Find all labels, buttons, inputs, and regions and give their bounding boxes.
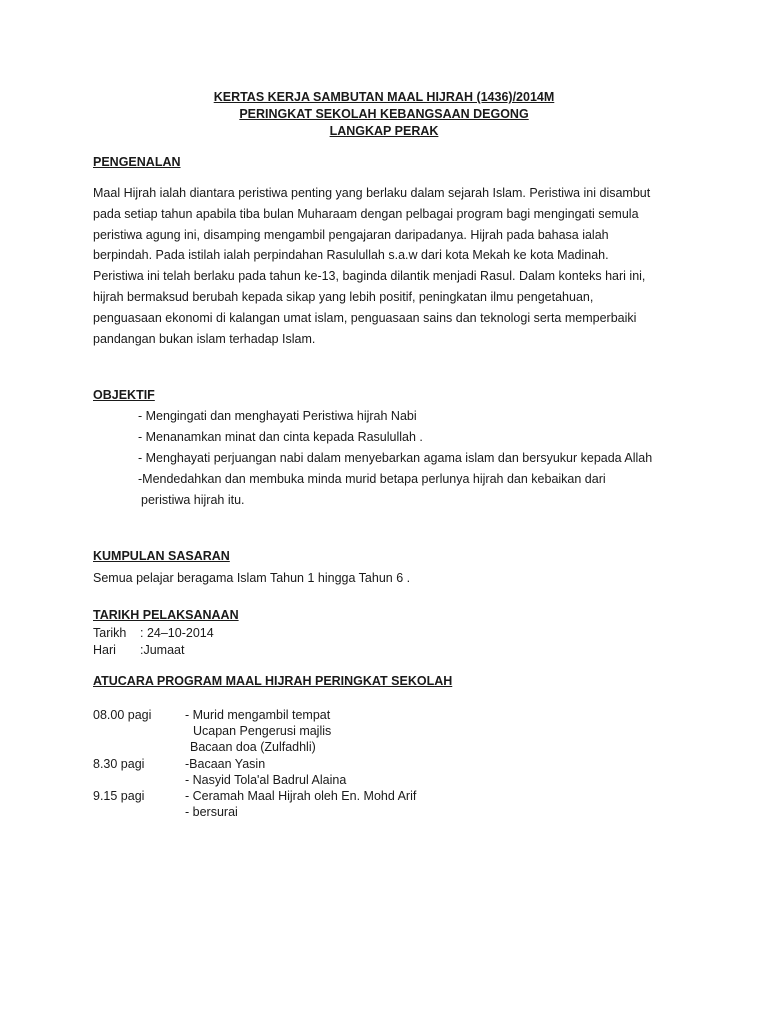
heading-tarikh-pelaksanaan: TARIKH PELAKSANAAN (93, 608, 239, 622)
schedule-time: 9.15 pagi (93, 789, 145, 803)
kumpulan-sasaran-text: Semua pelajar beragama Islam Tahun 1 hingga Tahun 6 . (93, 571, 411, 585)
heading-objektif: OBJEKTIF (93, 388, 155, 402)
paragraph-line: berpindah. Pada istilah ialah perpindahan Rasulullah s.a.w dari kota Mekah ke kota Madinah. (93, 248, 609, 263)
paragraph-line: pandangan bukan islam terhadap Islam. (93, 331, 316, 346)
paragraph-line: pada setiap tahun apabila tiba bulan Muharaam dengan pelbagai program bagi mengingati semula (93, 206, 639, 221)
tarikh-label: Tarikh (93, 626, 127, 640)
objective-item: - Mengingati dan menghayati Peristiwa hijrah Nabi (138, 409, 417, 423)
document-title-line-3: LANGKAP PERAK (329, 124, 439, 138)
schedule-activity: Bacaan doa (Zulfadhli) (190, 740, 316, 754)
schedule-activity: - Nasyid Tola'al Badrul Alaina (185, 773, 347, 787)
document-title-line-2: PERINGKAT SEKOLAH KEBANGSAAN DEGONG (239, 107, 529, 121)
paragraph-line: hijrah bermaksud berubah kepada sikap yang lebih positif, peningkatan ilmu pengetahuan, (93, 289, 594, 304)
schedule-time: 8.30 pagi (93, 757, 145, 771)
objective-item-continuation: peristiwa hijrah itu. (141, 493, 245, 507)
document-title-line-1: KERTAS KERJA SAMBUTAN MAAL HIJRAH (1436)/2014M (213, 90, 555, 104)
tarikh-value: : 24–10-2014 (140, 626, 214, 640)
hari-label: Hari (93, 643, 116, 657)
paragraph-line: peristiwa agung ini, disamping mengambil pengajaran daripadanya. Hijrah pada bahasa ialah (93, 227, 609, 242)
heading-atucara-program: ATUCARA PROGRAM MAAL HIJRAH PERINGKAT SEKOLAH (93, 674, 453, 688)
paragraph-line: Maal Hijrah ialah diantara peristiwa penting yang berlaku dalam sejarah Islam. Peristiwa ini disambut (93, 186, 651, 200)
hari-value: :Jumaat (140, 643, 185, 657)
schedule-activity: Ucapan Pengerusi majlis (193, 724, 332, 738)
schedule-activity: -Bacaan Yasin (185, 757, 266, 771)
paragraph-line: Peristiwa ini telah berlaku pada tahun ke-13, baginda dilantik menjadi Rasul. Dalam konteks hari ini, (93, 269, 646, 284)
heading-kumpulan-sasaran: KUMPULAN SASARAN (93, 549, 230, 563)
objective-item: - Menanamkan minat dan cinta kepada Rasulullah . (138, 430, 423, 444)
heading-pengenalan: PENGENALAN (93, 155, 181, 169)
schedule-activity: - Murid mengambil tempat (185, 708, 331, 722)
schedule-time: 08.00 pagi (93, 708, 152, 722)
paragraph-pengenalan (93, 183, 673, 349)
objective-item: - Menghayati perjuangan nabi dalam menyebarkan agama islam dan bersyukur kepada Allah (138, 451, 653, 465)
objective-item: -Mendedahkan dan membuka minda murid betapa perlunya hijrah dan kebaikan dari (138, 472, 606, 486)
schedule-activity: - bersurai (185, 805, 238, 819)
paragraph-line: penguasaan ekonomi di kalangan umat islam, penguasaan sains dan teknologi serta memperbaiki (93, 310, 637, 325)
schedule-activity: - Ceramah Maal Hijrah oleh En. Mohd Arif (185, 789, 417, 803)
